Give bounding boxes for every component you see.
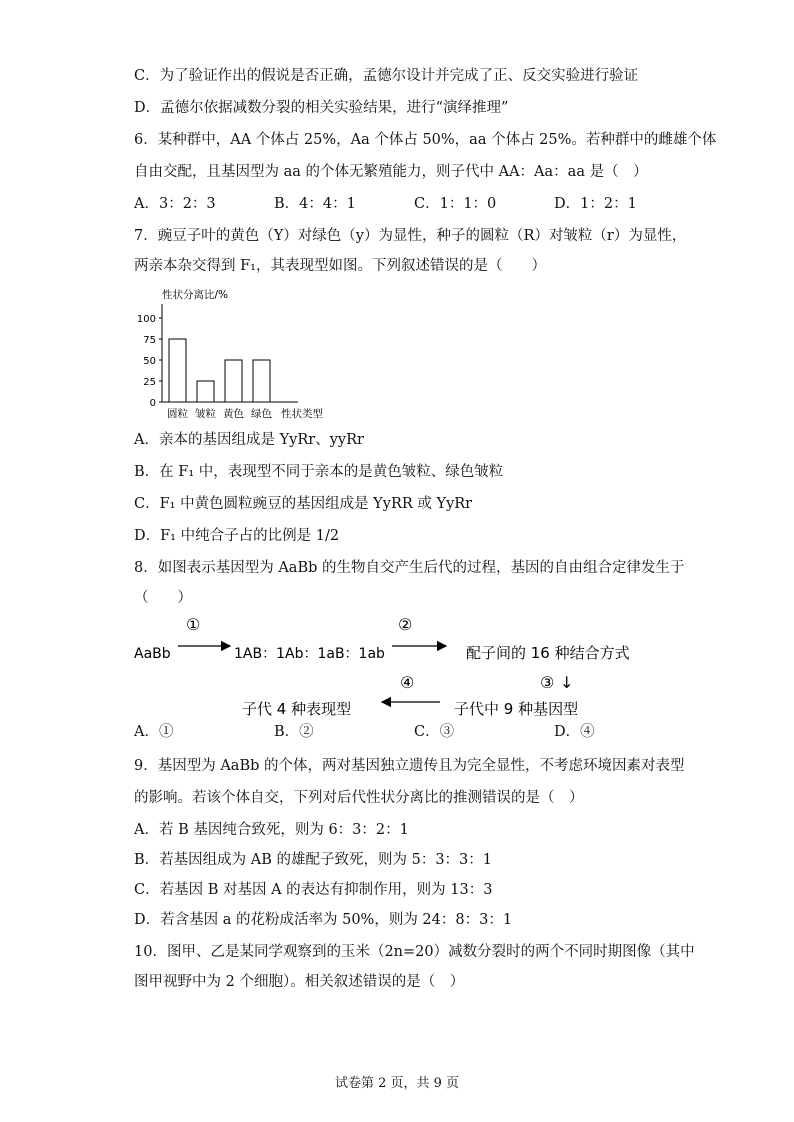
genotype-text: 子代中 9 种基因型: [454, 700, 579, 718]
down-arrow: ↓: [560, 673, 574, 692]
q8-options: [134, 722, 694, 742]
q6-option-a: A．3：2：3: [134, 196, 216, 212]
bar-3: [253, 360, 270, 402]
bar-2: [225, 360, 242, 402]
option-c-prev: C．为了验证作出的假说是否正确，孟德尔设计并完成了正、反交实验进行验证: [134, 68, 639, 84]
bar-1: [197, 381, 214, 402]
y-tick-label: 0: [149, 398, 156, 409]
inheritance-diagram: [130, 608, 670, 718]
q6-options: [134, 194, 694, 214]
step3-label: ③: [540, 673, 555, 692]
phenotype-text: 子代 4 种表现型: [242, 700, 352, 718]
q7-option-c: C．F₁ 中黄色圆粒豌豆的基因组成是 YyRR 或 YyRr: [134, 496, 473, 512]
y-tick-label: 50: [143, 356, 156, 367]
x-category-label: 皱粒: [195, 408, 216, 420]
q9-stem-line1: 9．基因型为 AaBb 的个体，两对基因独立遗传且为完全显性，不考虑环境因素对表型: [134, 758, 685, 774]
q6-option-d: D．1：2：1: [554, 196, 637, 212]
bar-0: [169, 339, 186, 402]
q9-stem-line2: 的影响。若该个体自交，下列对后代性状分离比的推测错误的是（ ）: [134, 790, 584, 806]
gamete-ratio: 1AB：1Ab：1aB：1ab: [234, 646, 385, 662]
q8-option-c: C．③: [414, 724, 455, 740]
q7-option-b: B．在 F₁ 中，表现型不同于亲本的是黄色皱粒、绿色皱粒: [134, 464, 504, 480]
q9-option-a: A．若 B 基因纯合致死，则为 6：3：2：1: [134, 822, 409, 838]
chart-ylabel: 性状分离比/%: [162, 289, 229, 301]
y-tick-label: 25: [143, 377, 156, 388]
q9-option-d: D．若含基因 a 的花粉成活率为 50%，则为 24：8：3：1: [134, 912, 513, 928]
chart-xlabel: 性状类型: [281, 408, 323, 420]
step2-label: ②: [398, 615, 413, 634]
y-tick-label: 100: [136, 314, 156, 325]
q6-stem-line1: 6．某种群中，AA 个体占 25%，Aa 个体占 50%，aa 个体占 25%。若种群中的雌雄个体: [134, 132, 717, 148]
x-category-label: 圆粒: [167, 408, 188, 420]
q9-option-b: B．若基因组成为 AB 的雄配子致死，则为 5：3：3：1: [134, 852, 493, 868]
x-category-label: 绿色: [251, 408, 272, 420]
q6-stem-line2: 自由交配，且基因型为 aa 的个体无繁殖能力，则子代中 AA：Aa：aa 是（ ）: [134, 164, 648, 180]
step4-label: ④: [400, 673, 415, 692]
page-footer: 试卷第 2 页，共 9 页: [334, 1076, 460, 1091]
q8-option-a: A．①: [134, 724, 174, 740]
q7-stem-line2: 两亲本杂交得到 F₁，其表现型如图。下列叙述错误的是（ ）: [134, 258, 546, 274]
q6-option-b: B．4：4：1: [274, 196, 356, 212]
q9-option-c: C．若基因 B 对基因 A 的表达有抑制作用，则为 13：3: [134, 882, 493, 898]
q6-option-c: C．1：1：0: [414, 196, 497, 212]
x-category-label: 黄色: [223, 408, 244, 420]
q7-option-a: A．亲本的基因组成是 YyRr、yyRr: [134, 432, 364, 448]
q8-stem-line2: （ ）: [134, 590, 192, 606]
phenotype-bar-chart: [134, 284, 344, 420]
step1-label: ①: [186, 615, 201, 634]
q8-option-b: B．②: [274, 724, 314, 740]
q7-stem-line1: 7．豌豆子叶的黄色（Y）对绿色（y）为显性，种子的圆粒（R）对皱粒（r）为显性，: [134, 228, 687, 244]
q7-option-d: D．F₁ 中纯合子占的比例是 1/2: [134, 528, 340, 544]
combination-text: 配子间的 16 种结合方式: [466, 644, 630, 662]
q8-stem-line1: 8．如图表示基因型为 AaBb 的生物自交产生后代的过程，基因的自由组合定律发生于: [134, 560, 685, 576]
q10-stem-line1: 10．图甲、乙是某同学观察到的玉米（2n=20）减数分裂时的两个不同时期图像（其中: [134, 944, 695, 960]
y-tick-label: 75: [143, 335, 156, 346]
q8-option-d: D．④: [554, 724, 595, 740]
start-genotype: AaBb: [134, 646, 171, 662]
q10-stem-line2: 图甲视野中为 2 个细胞）。相关叙述错误的是（ ）: [134, 974, 465, 990]
option-d-prev: D．孟德尔依据减数分裂的相关实验结果，进行“演绎推理”: [134, 100, 509, 116]
